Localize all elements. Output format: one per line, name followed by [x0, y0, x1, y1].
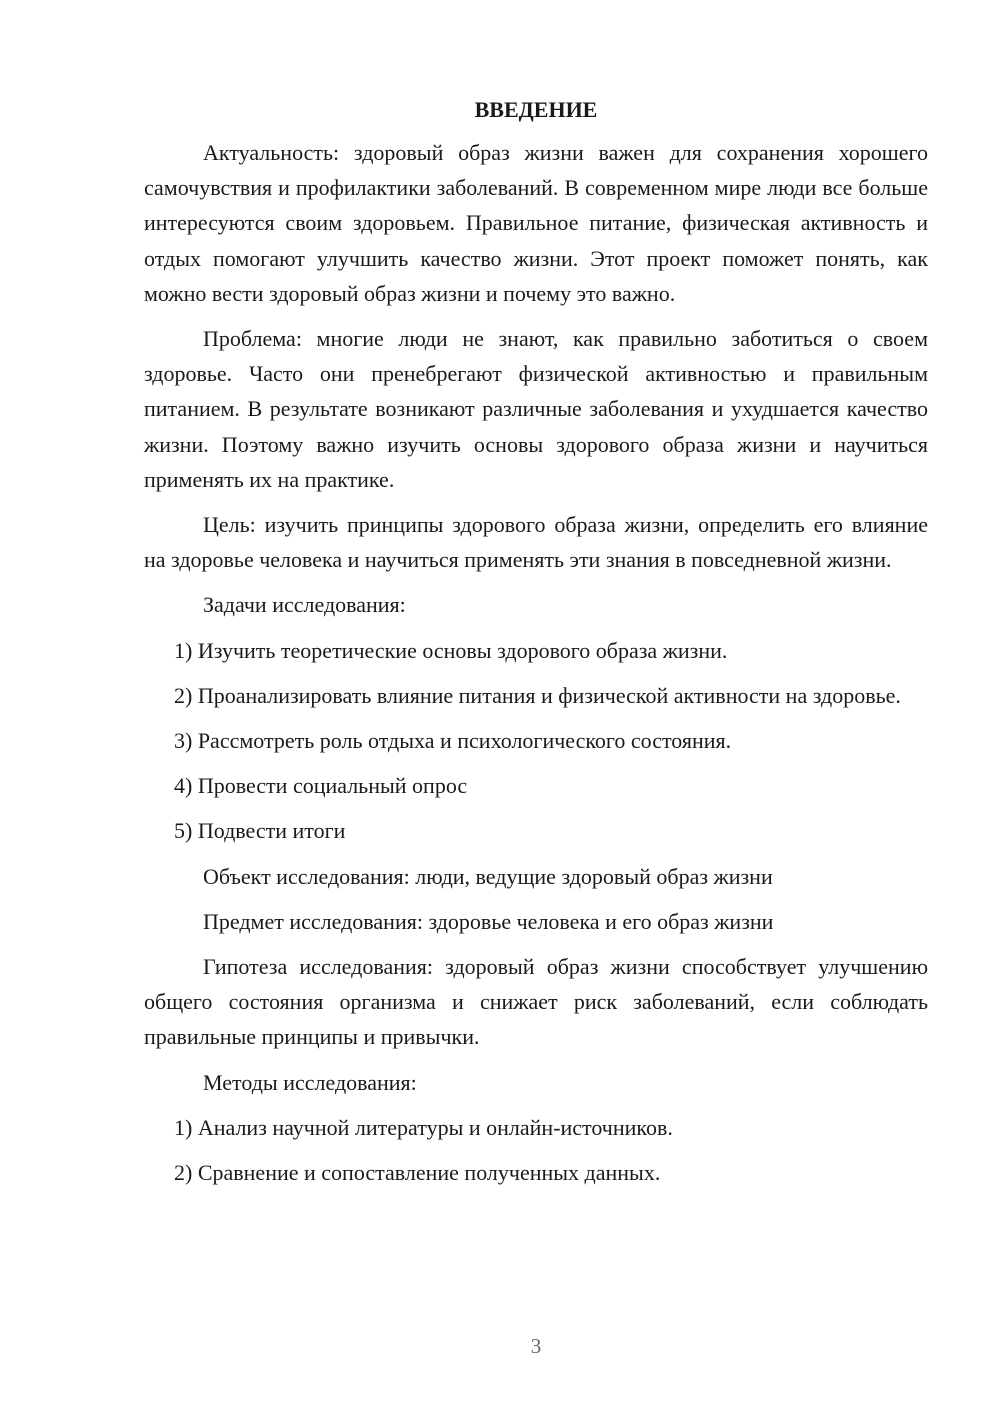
- task-item: 2) Проанализировать влияние питания и физической активности на здоровье.: [174, 682, 901, 708]
- task-item: 3) Рассмотреть роль отдыха и психологического состояния.: [174, 728, 732, 754]
- page-number: 3: [530, 1334, 542, 1358]
- method-item: 1) Анализ научной литературы и онлайн-источников.: [174, 1114, 673, 1140]
- section-title: ВВЕДЕНИЕ: [474, 97, 598, 122]
- problem-paragraph: Проблема: многие люди не знают, как правильно заботиться о своем здоровье. Часто они пренебрегают физической активностью и правильным питанием. В результате возникают различные заболевания и ухудшается качество жизни. Поэтому важно изучить основы здорового образа жизни и научиться применять их на практике.: [144, 326, 928, 492]
- research-object: Объект исследования: люди, ведущие здоровый образ жизни: [203, 863, 773, 889]
- task-item: 5) Подвести итоги: [174, 818, 346, 844]
- task-item: 1) Изучить теоретические основы здорового образа жизни.: [174, 637, 728, 663]
- tasks-heading: Задачи исследования:: [203, 592, 406, 618]
- goal-paragraph: Цель: изучить принципы здорового образа жизни, определить его влияние на здоровье человека и научиться применять эти знания в повседневной жизни.: [144, 512, 928, 573]
- research-subject: Предмет исследования: здоровье человека и его образ жизни: [203, 908, 774, 934]
- methods-heading: Методы исследования:: [203, 1069, 417, 1095]
- hypothesis-paragraph: Гипотеза исследования: здоровый образ жизни способствует улучшению общего состояния организма и снижает риск заболеваний, если соблюдать правильные принципы и привычки.: [144, 954, 928, 1050]
- method-item: 2) Сравнение и сопоставление полученных данных.: [174, 1160, 661, 1186]
- task-item: 4) Провести социальный опрос: [174, 773, 468, 799]
- page-content: [144, 92, 928, 1200]
- relevance-paragraph: Актуальность: здоровый образ жизни важен для сохранения хорошего самочувствия и профилактики заболеваний. В современном мире люди все больше интересуются своим здоровьем. Правильное питание, физическая активность и отдых помогают улучшить качество жизни. Этот проект поможет понять, как можно вести здоровый образ жизни и почему это важно.: [144, 140, 928, 306]
